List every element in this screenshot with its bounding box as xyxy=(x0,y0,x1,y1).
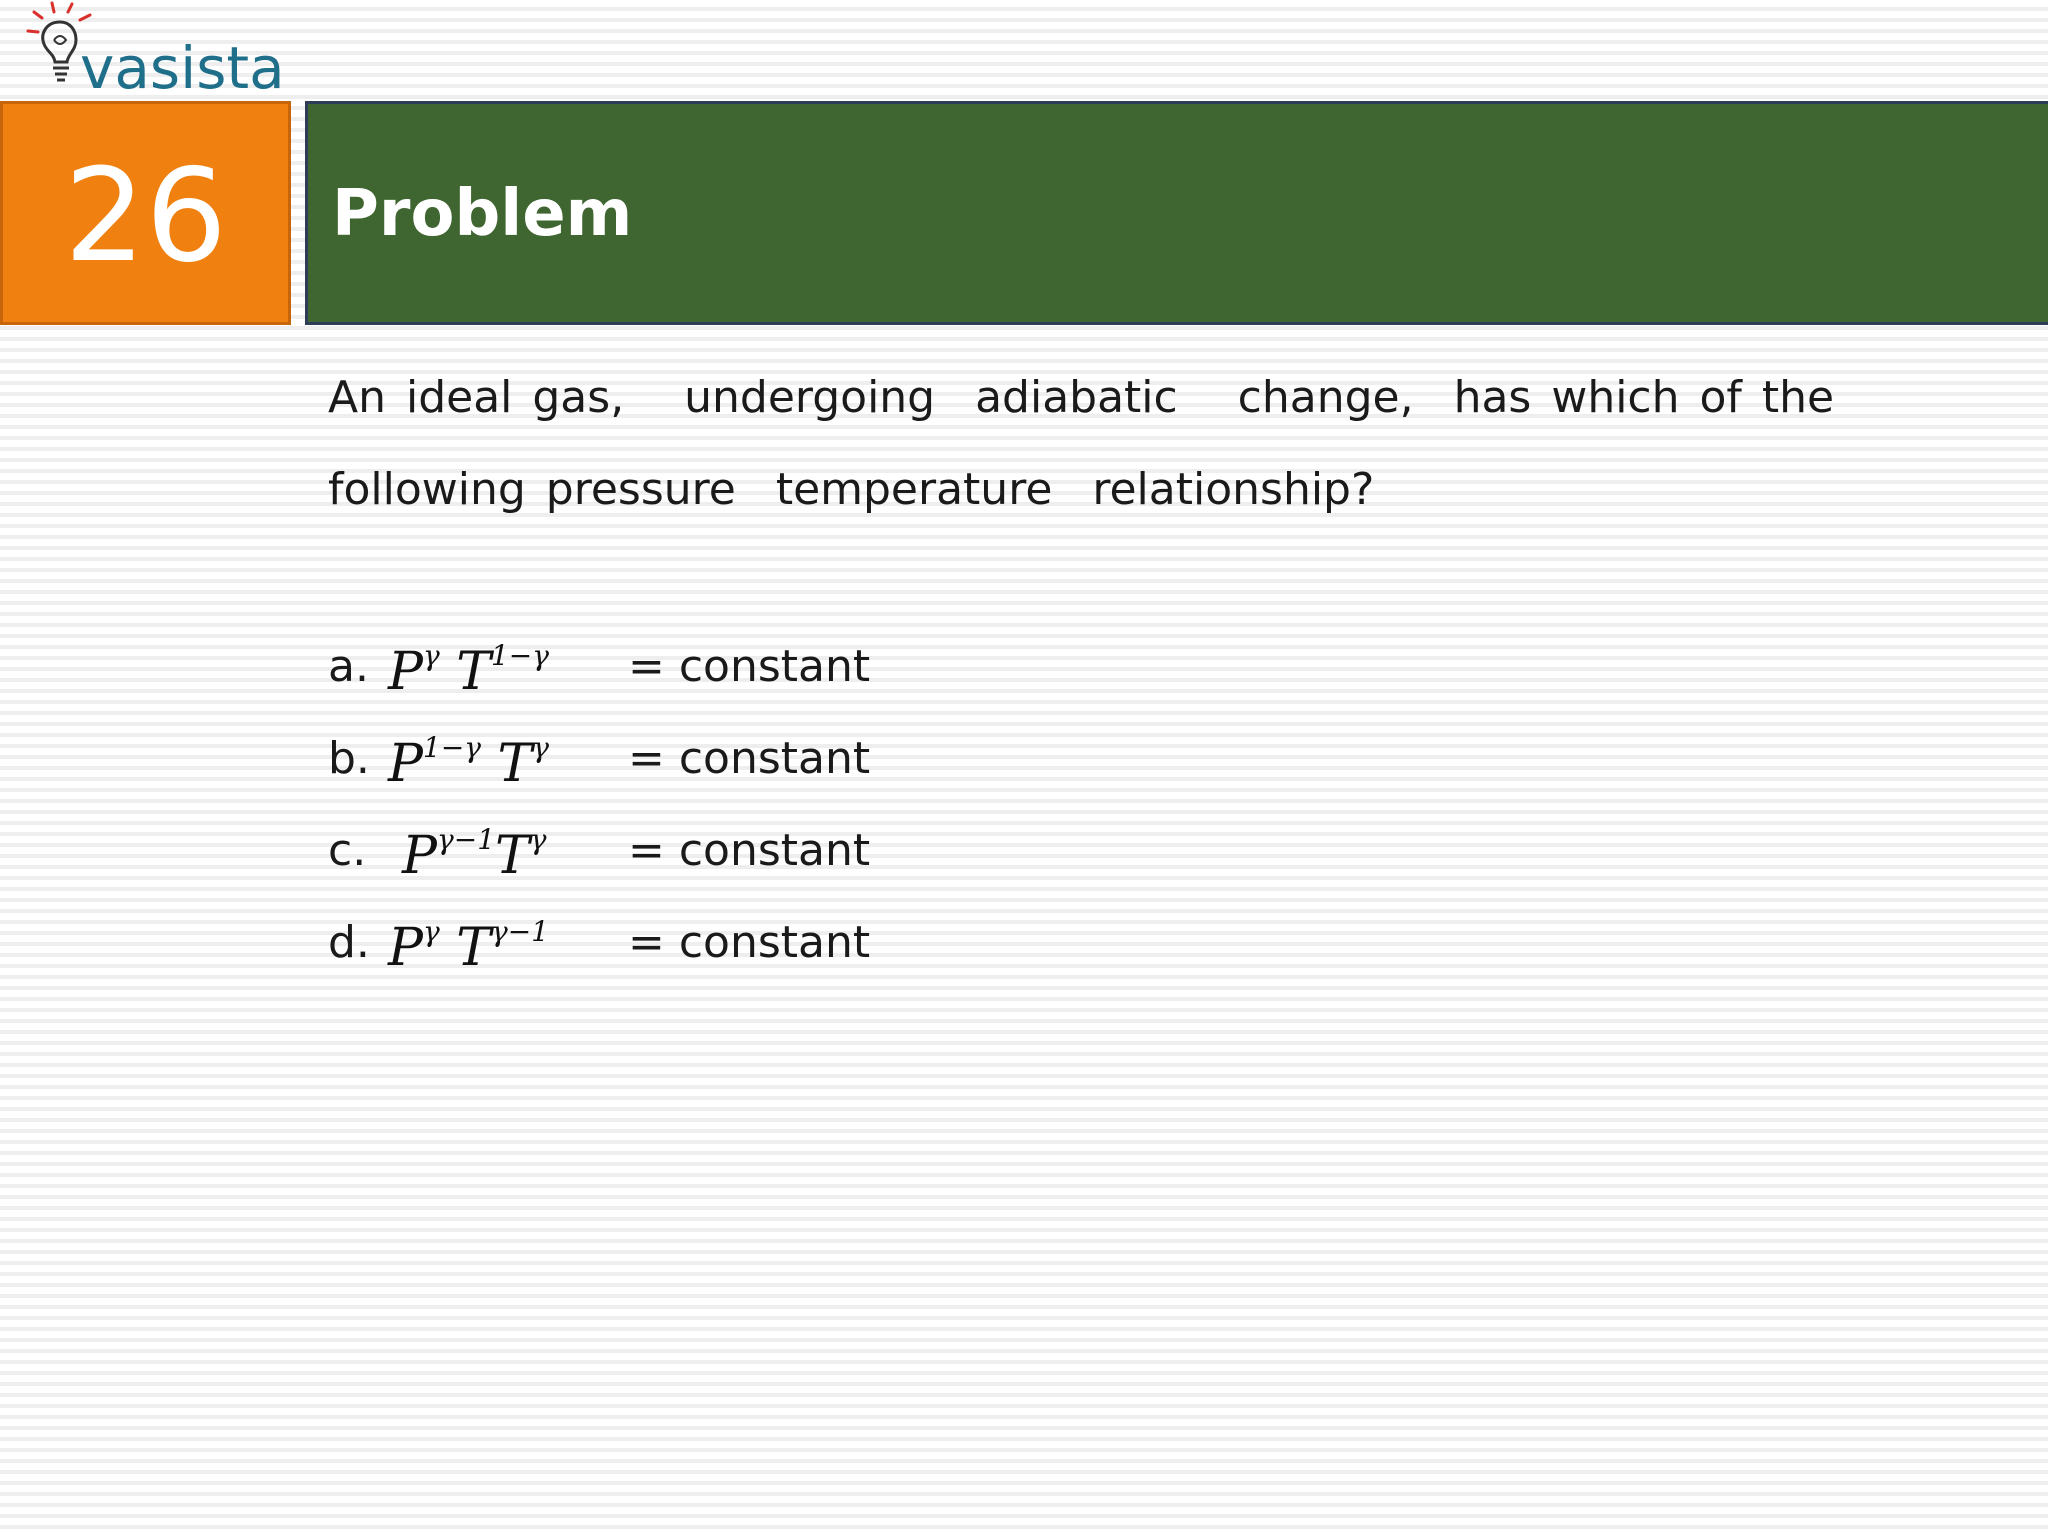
option-rhs: = constant xyxy=(628,640,871,692)
vasista-logo xyxy=(18,0,298,100)
options-list xyxy=(328,620,870,988)
lightbulb-icon xyxy=(18,0,298,100)
option-label: c. xyxy=(328,824,367,876)
option-rhs: = constant xyxy=(628,732,871,784)
option-formula: $P^{\gamma-1}T^\gamma$ xyxy=(402,822,547,886)
slide-number-box xyxy=(0,101,291,325)
option-c xyxy=(328,804,870,896)
option-d xyxy=(328,896,870,988)
question-text: An ideal gas, undergoing adiabatic change, has which of the following pressure temperature relationship? xyxy=(328,372,1855,515)
title-bar xyxy=(305,101,2048,325)
option-label: d. xyxy=(328,916,370,968)
option-formula: $P^\gamma$ $T^{\gamma-1}$ xyxy=(388,914,549,978)
option-formula: $P^\gamma$ $T^{1-\gamma}$ xyxy=(388,638,549,702)
slide-number: 26 xyxy=(64,142,227,291)
option-a xyxy=(328,620,870,712)
logo-text: vasista xyxy=(80,34,285,100)
option-label: b. xyxy=(328,732,370,784)
option-label: a. xyxy=(328,640,369,692)
slide-title: Problem xyxy=(332,177,633,251)
option-rhs: = constant xyxy=(628,824,871,876)
option-formula: $P^{1-\gamma}$ $T^\gamma$ xyxy=(388,730,549,794)
option-rhs: = constant xyxy=(628,916,871,968)
option-b xyxy=(328,712,870,804)
